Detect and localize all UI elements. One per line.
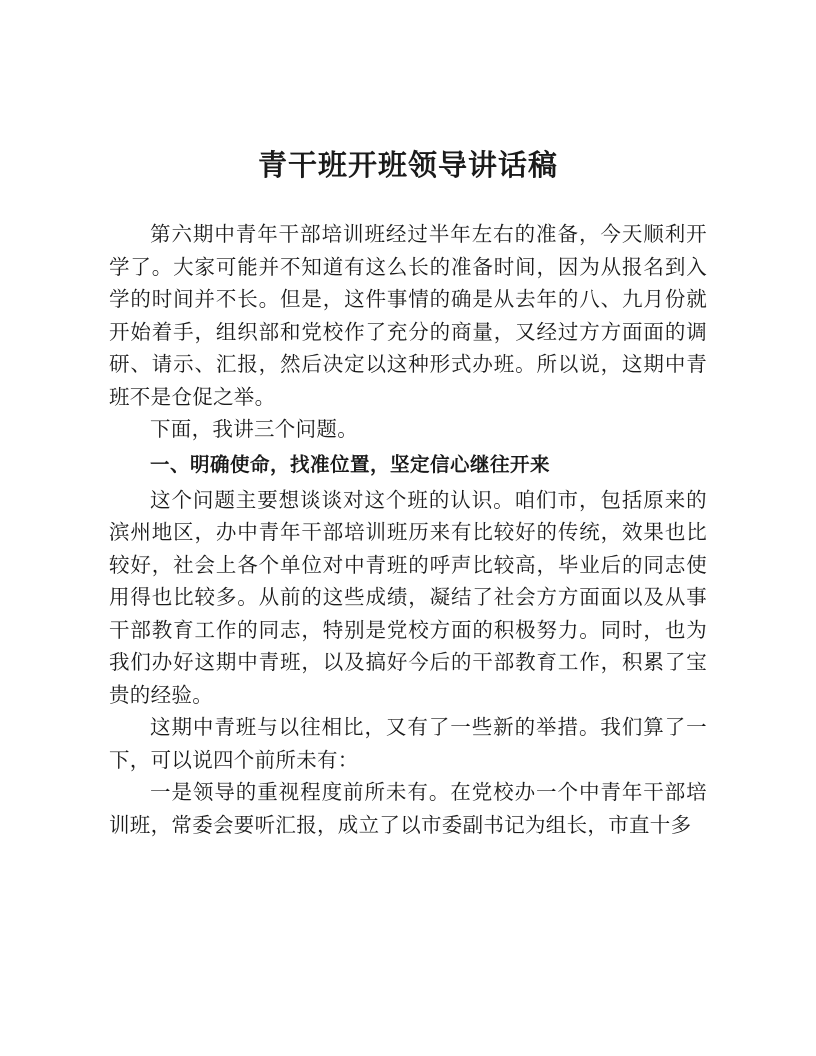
- body-paragraph: 第六期中青年干部培训班经过半年左右的准备，今天顺利开学了。大家可能并不知道有这么长的准备时间，因为从报名到入学的时间并不长。但是，这件事情的确是从去年的八、九月份就开始着手，组织部和党校作了充分的商量，又经过方方面面的调研、请示、汇报，然后决定以这种形式办班。所以说，这期中青班不是仓促之举。: [109, 222, 707, 409]
- document-page: [109, 140, 707, 841]
- body-paragraph: 这个问题主要想谈谈对这个班的认识。咱们市，包括原来的滨州地区，办中青年干部培训班历来有比较好的传统，效果也比较好，社会上各个单位对中青班的呼声比较高，毕业后的同志使用得也比较多。从前的这些成绩，凝结了社会方方面面以及从事干部教育工作的同志，特别是党校方面的积极努力。同时，也为我们办好这期中青班，以及搞好今后的干部教育工作，积累了宝贵的经验。: [109, 487, 707, 707]
- body-paragraph: 这期中青班与以往相比，又有了一些新的举措。我们算了一下，可以说四个前所未有：: [109, 715, 707, 772]
- body-paragraph: 下面，我讲三个问题。: [150, 417, 358, 441]
- body-paragraph: 一是领导的重视程度前所未有。在党校办一个中青年干部培训班，常委会要听汇报，成立了以市委副书记为组长，市直十多: [109, 780, 707, 837]
- document-title: 青干班开班领导讲话稿: [257, 148, 558, 182]
- section-heading: 一、明确使命，找准位置，坚定信心继往开来: [150, 452, 551, 476]
